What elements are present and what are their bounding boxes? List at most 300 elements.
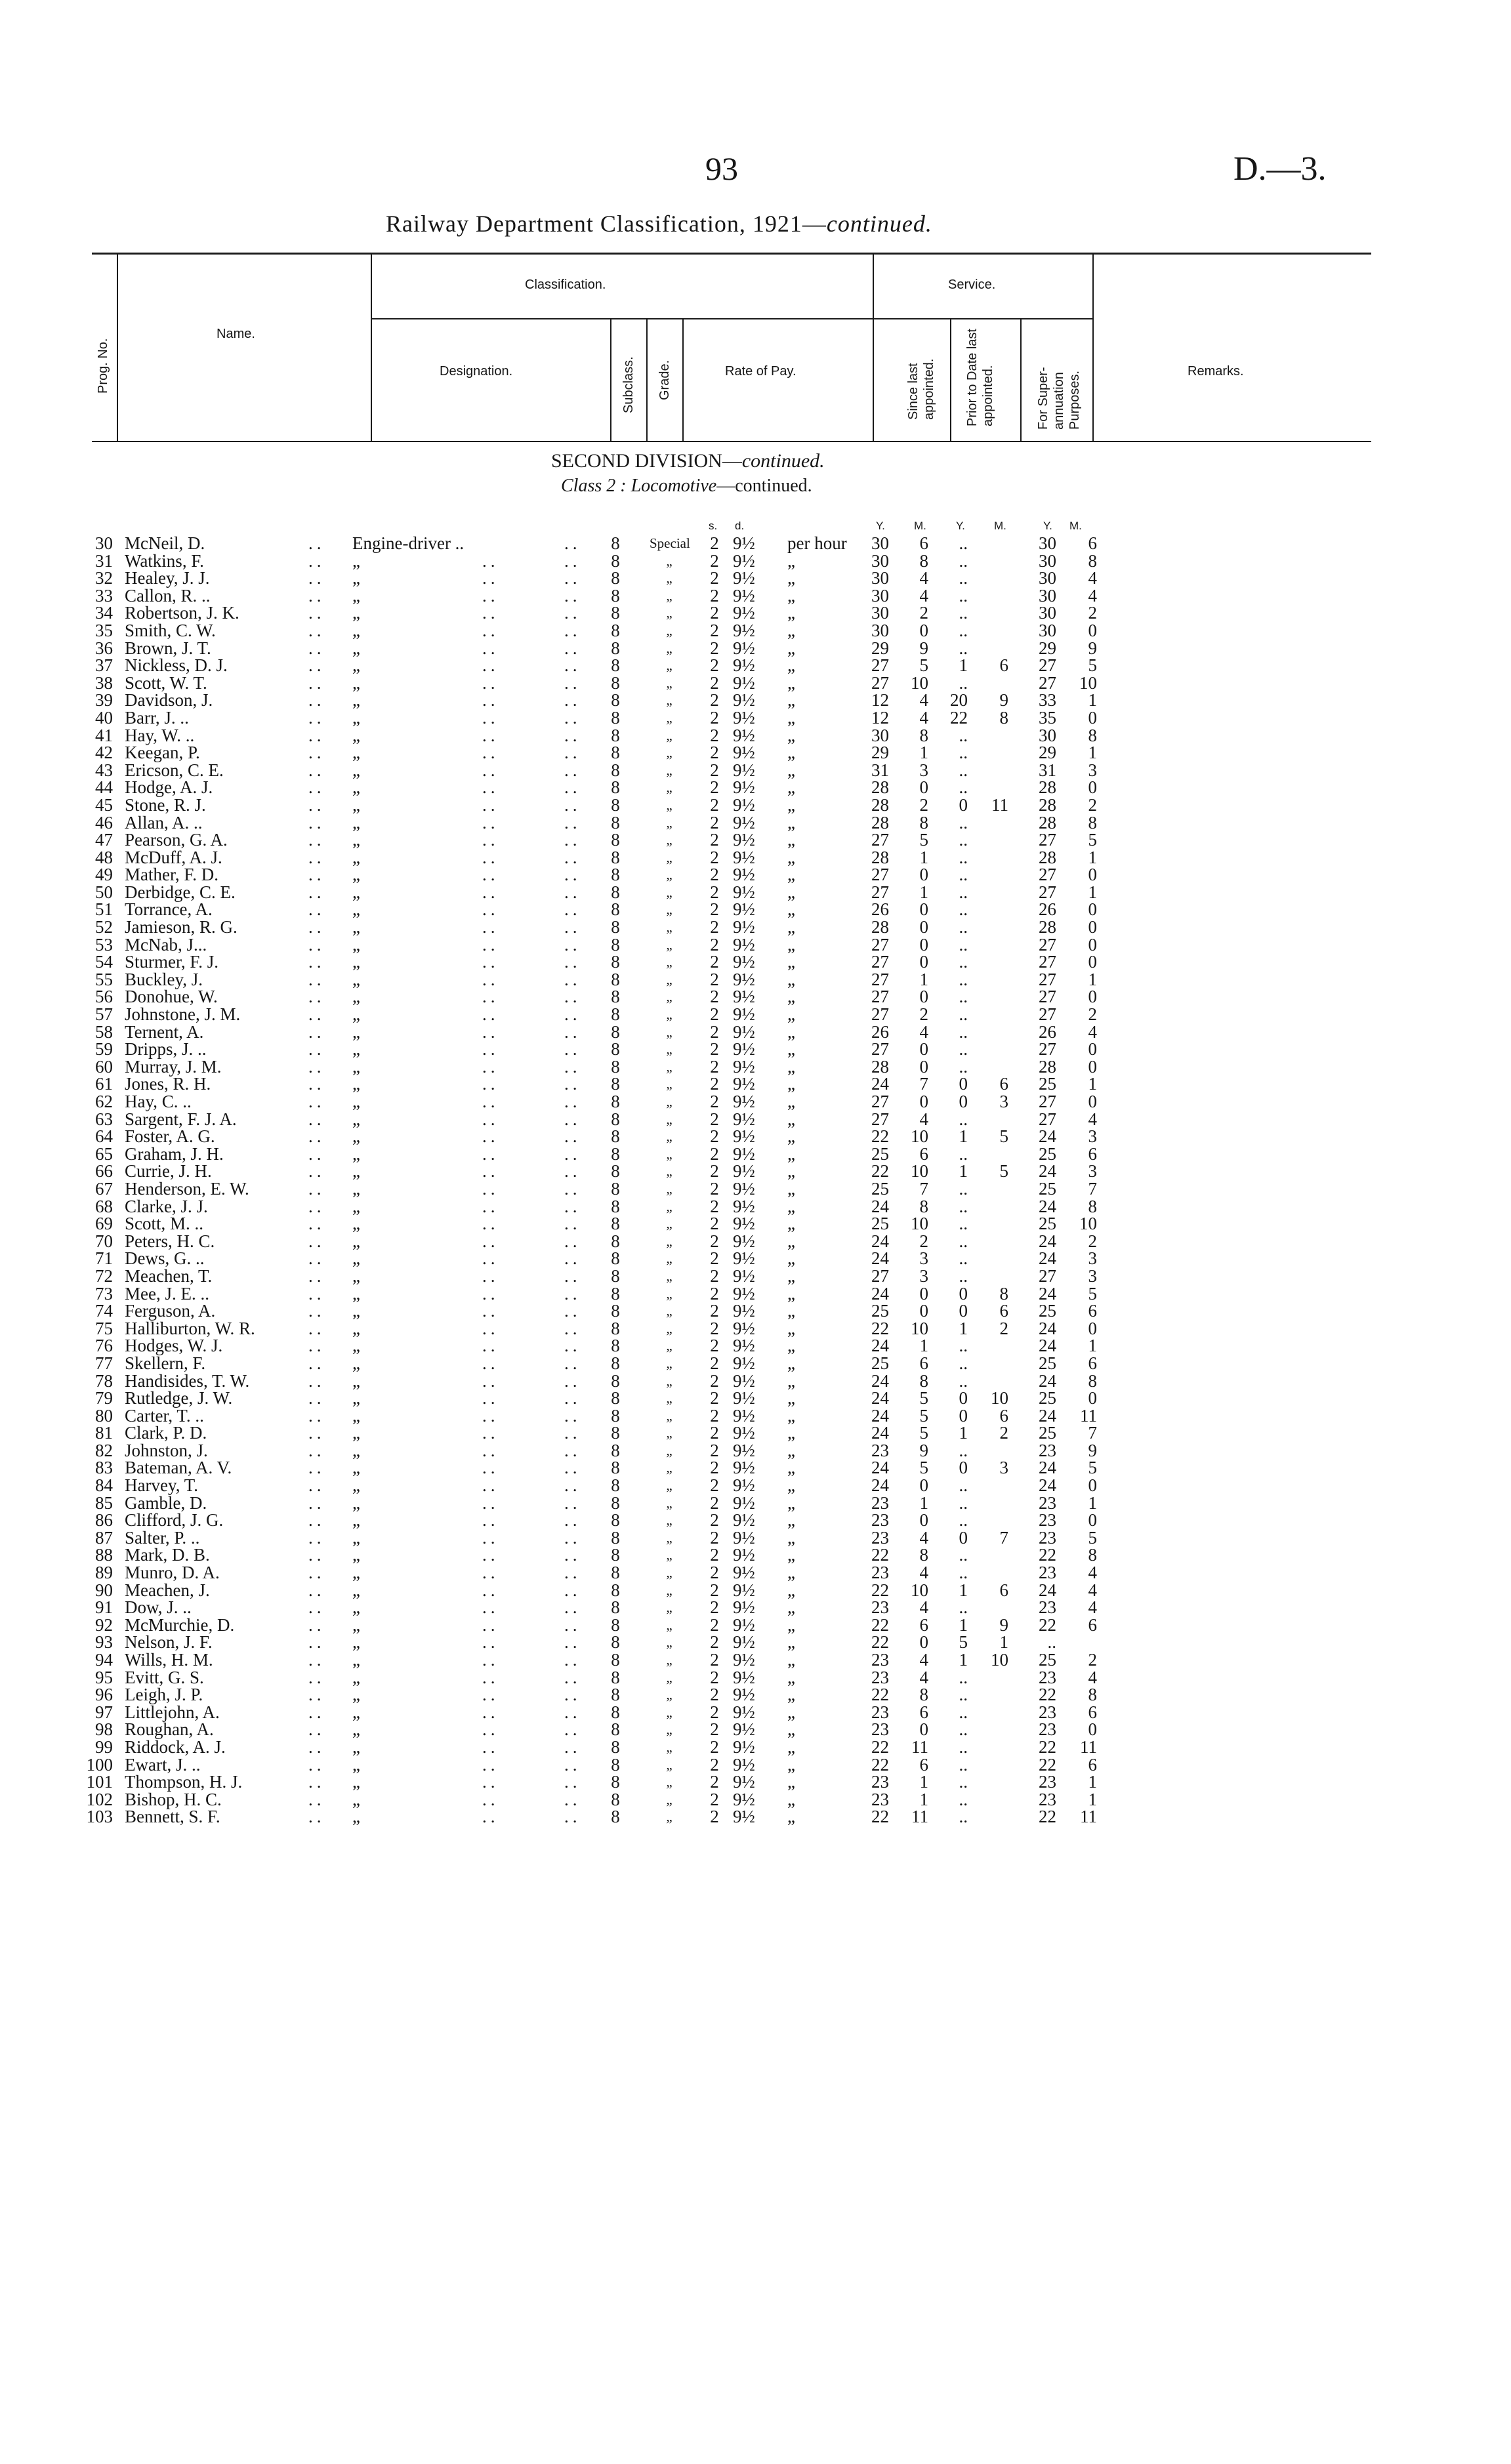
since-years: 29 <box>871 638 889 658</box>
rate-shillings: 2 <box>710 969 719 989</box>
grade: „ <box>666 692 673 708</box>
employee-name: Scott, W. T. <box>125 672 207 693</box>
since-years: 27 <box>871 655 889 676</box>
rate-period: „ <box>787 1370 795 1391</box>
rate-period: „ <box>787 1056 795 1077</box>
leader-dots: .. <box>308 585 325 606</box>
super-years: 24 <box>1039 1318 1056 1338</box>
rate-shillings: 2 <box>710 1109 719 1129</box>
rate-period: „ <box>787 1353 795 1373</box>
grade: „ <box>666 1407 673 1424</box>
designation: „ <box>352 865 360 885</box>
header-grade: Grade. <box>657 359 672 400</box>
rate-period: „ <box>787 1092 795 1111</box>
rate-period: „ <box>787 1178 795 1199</box>
prior-years: .. <box>959 969 968 989</box>
prior-months: 8 <box>999 707 1008 728</box>
super-months: 0 <box>1088 1719 1097 1740</box>
subclass: 8 <box>611 1563 620 1583</box>
super-months: 10 <box>1079 1214 1097 1234</box>
rate-pence: 9½ <box>733 1597 755 1618</box>
table-row <box>0 552 1511 570</box>
table-row <box>0 884 1511 901</box>
since-months: 4 <box>919 1650 928 1670</box>
leader-dots: .. <box>482 1388 499 1408</box>
section-title <box>551 450 825 472</box>
rate-shillings: 2 <box>710 1563 719 1583</box>
leader-dots: .. <box>482 1248 499 1269</box>
super-months: 0 <box>1088 899 1097 920</box>
leader-dots: .. <box>564 1074 581 1094</box>
rate-pence: 9½ <box>733 1807 755 1827</box>
rate-shillings: 2 <box>710 1039 719 1059</box>
super-years: 30 <box>1039 725 1056 745</box>
super-years: 27 <box>1039 1092 1056 1111</box>
leader-dots: .. <box>308 952 325 972</box>
employee-name: Nelson, J. F. <box>125 1632 213 1653</box>
rate-shillings: 2 <box>710 690 719 710</box>
super-months: 1 <box>1088 847 1097 867</box>
leader-dots: .. <box>564 603 581 623</box>
prior-years: .. <box>959 1545 968 1565</box>
prior-years: .. <box>959 899 968 920</box>
rate-period: „ <box>787 620 795 640</box>
grade: „ <box>666 1616 673 1633</box>
subclass: 8 <box>611 1510 620 1530</box>
table-row <box>0 1389 1511 1407</box>
super-months: 7 <box>1088 1178 1097 1199</box>
employee-name: Smith, C. W. <box>125 620 216 640</box>
grade: „ <box>666 849 673 865</box>
leader-dots: .. <box>482 655 499 676</box>
leader-dots: .. <box>482 1685 499 1705</box>
header-remarks: Remarks. <box>1188 364 1244 379</box>
grade: „ <box>666 1512 673 1529</box>
prog-number: 64 <box>95 1126 113 1147</box>
prog-number: 32 <box>95 568 113 588</box>
subclass: 8 <box>611 865 620 885</box>
designation: „ <box>352 1807 360 1827</box>
since-months: 5 <box>919 830 928 850</box>
leader-dots: .. <box>482 1004 499 1025</box>
grade: „ <box>666 936 673 953</box>
prog-number: 42 <box>95 743 113 763</box>
leader-dots: .. <box>482 1126 499 1147</box>
table-row <box>0 1721 1511 1738</box>
leader-dots: .. <box>482 1039 499 1059</box>
since-years: 23 <box>871 1440 889 1460</box>
rate-period: „ <box>787 1161 795 1181</box>
prog-number: 94 <box>95 1650 113 1670</box>
prior-years: .. <box>959 952 968 972</box>
since-months: 3 <box>919 1248 928 1269</box>
super-years: 33 <box>1039 690 1056 710</box>
designation: „ <box>352 585 360 606</box>
leader-dots: .. <box>564 1736 581 1757</box>
designation: „ <box>352 1650 360 1670</box>
prog-number: 75 <box>95 1318 113 1338</box>
designation: „ <box>352 1388 360 1408</box>
leader-dots: .. <box>564 1614 581 1635</box>
designation: „ <box>352 1510 360 1530</box>
subclass: 8 <box>611 1527 620 1548</box>
leader-dots: .. <box>482 1580 499 1600</box>
rate-period: „ <box>787 672 795 693</box>
rate-shillings: 2 <box>710 830 719 850</box>
document-title <box>386 210 932 237</box>
leader-dots: .. <box>564 777 581 798</box>
rate-period: „ <box>787 1736 795 1757</box>
leader-dots: .. <box>308 1475 325 1496</box>
since-years: 30 <box>871 725 889 745</box>
super-years: 24 <box>1039 1283 1056 1304</box>
header-subclass: Subclass. <box>621 356 636 413</box>
subclass: 8 <box>611 1143 620 1164</box>
since-years: 27 <box>871 672 889 693</box>
employee-name: Robertson, J. K. <box>125 603 239 623</box>
since-years: 27 <box>871 934 889 955</box>
grade: Special <box>650 535 690 551</box>
employee-name: Currie, J. H. <box>125 1161 212 1181</box>
prior-months: 2 <box>999 1423 1008 1443</box>
leader-dots: .. <box>482 1807 499 1827</box>
rate-shillings: 2 <box>710 1423 719 1443</box>
rate-shillings: 2 <box>710 1475 719 1496</box>
super-years: 24 <box>1039 1405 1056 1426</box>
prior-years: .. <box>959 1754 968 1775</box>
prior-years: .. <box>959 1492 968 1513</box>
designation: „ <box>352 725 360 745</box>
rate-pence: 9½ <box>733 620 755 640</box>
leader-dots: .. <box>564 987 581 1007</box>
since-years: 30 <box>871 603 889 623</box>
since-years: 30 <box>871 585 889 606</box>
grade: „ <box>666 1250 673 1267</box>
subclass: 8 <box>611 1039 620 1059</box>
leader-dots: .. <box>564 1336 581 1356</box>
leader-dots: .. <box>482 725 499 745</box>
prior-months: 6 <box>999 1301 1008 1321</box>
document-reference: D.—3. <box>1233 150 1327 188</box>
section-title-main: SECOND DIVISION— <box>551 450 742 472</box>
leader-dots: .. <box>308 1650 325 1670</box>
prog-number: 54 <box>95 952 113 972</box>
prior-years: .. <box>959 1109 968 1129</box>
grade: „ <box>666 1041 673 1057</box>
prior-years: 1 <box>959 1423 968 1443</box>
header-group-rule <box>371 318 1092 319</box>
super-years: 25 <box>1039 1214 1056 1234</box>
since-years: 24 <box>871 1336 889 1356</box>
leader-dots: .. <box>482 1475 499 1496</box>
prior-years: .. <box>959 1021 968 1042</box>
table-row <box>0 1320 1511 1338</box>
subclass: 8 <box>611 1178 620 1199</box>
table-row <box>0 936 1511 954</box>
leader-dots: .. <box>308 1510 325 1530</box>
employee-name: Henderson, E. W. <box>125 1178 249 1199</box>
designation: „ <box>352 1789 360 1809</box>
rate-period: „ <box>787 952 795 972</box>
rate-pence: 9½ <box>733 847 755 867</box>
rate-period: „ <box>787 1388 795 1408</box>
leader-dots: .. <box>308 1789 325 1809</box>
leader-dots: .. <box>308 1370 325 1391</box>
since-years: 24 <box>871 1370 889 1391</box>
super-months: 2 <box>1088 1004 1097 1025</box>
leader-dots: .. <box>564 1318 581 1338</box>
grade: „ <box>666 605 673 621</box>
prior-years: .. <box>959 1265 968 1286</box>
header-service: Service. <box>948 277 996 292</box>
rate-period: „ <box>787 1214 795 1234</box>
leader-dots: .. <box>308 1632 325 1653</box>
employee-name: Skellern, F. <box>125 1353 206 1373</box>
leader-dots: .. <box>482 812 499 832</box>
super-months: 1 <box>1088 743 1097 763</box>
leader-dots: .. <box>564 969 581 989</box>
rate-period: „ <box>787 1004 795 1025</box>
employee-name: Meachen, T. <box>125 1265 213 1286</box>
employee-name: Sturmer, F. J. <box>125 952 219 972</box>
prog-number: 53 <box>95 934 113 955</box>
rate-pence: 9½ <box>733 1161 755 1181</box>
leader-dots: .. <box>482 1667 499 1687</box>
rate-period: „ <box>787 1545 795 1565</box>
employee-name: Allan, A. .. <box>125 812 203 832</box>
unit-super-years: Y. <box>1043 520 1052 532</box>
since-years: 23 <box>871 1527 889 1548</box>
rate-shillings: 2 <box>710 1265 719 1286</box>
table-row <box>0 1651 1511 1669</box>
designation: „ <box>352 794 360 815</box>
leader-dots: .. <box>482 1265 499 1286</box>
rate-pence: 9½ <box>733 1632 755 1653</box>
super-years: 24 <box>1039 1196 1056 1216</box>
leader-dots: .. <box>564 1161 581 1181</box>
designation: „ <box>352 1283 360 1304</box>
rate-shillings: 2 <box>710 987 719 1007</box>
table-row <box>0 691 1511 709</box>
grade: „ <box>666 1791 673 1807</box>
prog-number: 88 <box>95 1545 113 1565</box>
table-row <box>0 1529 1511 1547</box>
leader-dots: .. <box>564 690 581 710</box>
prior-years: 0 <box>959 1092 968 1111</box>
employee-name: Thompson, H. J. <box>125 1772 243 1792</box>
since-months: 6 <box>919 533 928 553</box>
rate-shillings: 2 <box>710 1021 719 1042</box>
subclass: 8 <box>611 1458 620 1478</box>
grade: „ <box>666 622 673 638</box>
prior-years: 0 <box>959 1301 968 1321</box>
prior-years: .. <box>959 1370 968 1391</box>
employee-name: Leigh, J. P. <box>125 1685 203 1705</box>
prog-number: 90 <box>95 1580 113 1600</box>
super-months: 4 <box>1088 585 1097 606</box>
leader-dots: .. <box>308 1074 325 1094</box>
super-years: 29 <box>1039 638 1056 658</box>
prior-years: .. <box>959 1336 968 1356</box>
subclass: 8 <box>611 1161 620 1181</box>
grade: „ <box>666 1390 673 1407</box>
grade: „ <box>666 1687 673 1703</box>
rate-period: „ <box>787 725 795 745</box>
rate-shillings: 2 <box>710 1248 719 1269</box>
grade: „ <box>666 1163 673 1180</box>
since-years: 27 <box>871 1109 889 1129</box>
since-years: 22 <box>871 1161 889 1181</box>
rate-pence: 9½ <box>733 1423 755 1443</box>
leader-dots: .. <box>482 1092 499 1111</box>
super-months: 8 <box>1088 812 1097 832</box>
leader-dots: .. <box>564 1650 581 1670</box>
employee-name: Johnstone, J. M. <box>125 1004 241 1025</box>
since-months: 3 <box>919 1265 928 1286</box>
header-prior-to: Prior to Date last appointed. <box>965 329 995 426</box>
since-years: 22 <box>871 1632 889 1653</box>
employee-name: Stone, R. J. <box>125 794 206 815</box>
grade: „ <box>666 1233 673 1249</box>
super-years: 24 <box>1039 1580 1056 1600</box>
employee-name: Dews, G. .. <box>125 1248 205 1269</box>
rate-period: „ <box>787 830 795 850</box>
super-years: 31 <box>1039 760 1056 780</box>
table-row <box>0 1093 1511 1111</box>
grade: „ <box>666 1652 673 1668</box>
since-years: 24 <box>871 1248 889 1269</box>
super-months: 0 <box>1088 777 1097 798</box>
leader-dots: .. <box>564 1458 581 1478</box>
super-months: 1 <box>1088 882 1097 902</box>
rate-period: „ <box>787 1109 795 1129</box>
since-months: 10 <box>911 672 928 693</box>
leader-dots: .. <box>308 568 325 588</box>
leader-dots: .. <box>482 1370 499 1391</box>
rate-period: „ <box>787 1667 795 1687</box>
leader-dots: .. <box>482 1510 499 1530</box>
rate-period: „ <box>787 794 795 815</box>
super-months: 10 <box>1079 672 1097 693</box>
super-years: 25 <box>1039 1074 1056 1094</box>
since-months: 11 <box>911 1807 928 1827</box>
leader-dots: .. <box>564 882 581 902</box>
super-months: 6 <box>1088 1353 1097 1373</box>
super-years: 23 <box>1039 1789 1056 1809</box>
table-row <box>0 1633 1511 1651</box>
leader-dots: .. <box>308 1178 325 1199</box>
prog-number: 77 <box>95 1353 113 1373</box>
rate-pence: 9½ <box>733 725 755 745</box>
leader-dots: .. <box>564 1143 581 1164</box>
employee-name: Hodge, A. J. <box>125 777 213 798</box>
prog-number: 85 <box>95 1492 113 1513</box>
rate-period: „ <box>787 1597 795 1618</box>
rate-shillings: 2 <box>710 1667 719 1687</box>
grade: „ <box>666 1460 673 1476</box>
employee-name: Bateman, A. V. <box>125 1458 232 1478</box>
subclass: 8 <box>611 1353 620 1373</box>
prior-years: .. <box>959 1667 968 1687</box>
super-months: 7 <box>1088 1423 1097 1443</box>
leader-dots: .. <box>482 1527 499 1548</box>
super-months: 6 <box>1088 1614 1097 1635</box>
rate-period: „ <box>787 1492 795 1513</box>
since-years: 28 <box>871 917 889 937</box>
rate-pence: 9½ <box>733 1039 755 1059</box>
leader-dots: .. <box>308 743 325 763</box>
since-months: 8 <box>919 1685 928 1705</box>
super-years: 26 <box>1039 1021 1056 1042</box>
designation: „ <box>352 812 360 832</box>
grade: „ <box>666 587 673 604</box>
rate-shillings: 2 <box>710 952 719 972</box>
since-years: 27 <box>871 882 889 902</box>
prior-months: 10 <box>991 1650 1008 1670</box>
leader-dots: .. <box>482 969 499 989</box>
prog-number: 83 <box>95 1458 113 1478</box>
prior-months: 6 <box>999 1405 1008 1426</box>
super-months: 11 <box>1080 1405 1097 1426</box>
prior-years: 1 <box>959 655 968 676</box>
rate-pence: 9½ <box>733 917 755 937</box>
prior-months: 9 <box>999 690 1008 710</box>
subclass: 8 <box>611 1667 620 1687</box>
super-years: 24 <box>1039 1231 1056 1251</box>
since-months: 0 <box>919 917 928 937</box>
super-years: 28 <box>1039 917 1056 937</box>
since-years: 23 <box>871 1667 889 1687</box>
prior-years: .. <box>959 725 968 745</box>
table-row <box>0 814 1511 832</box>
super-months: 0 <box>1088 1510 1097 1530</box>
grade: „ <box>666 745 673 761</box>
prog-number: 78 <box>95 1370 113 1391</box>
unit-prior-months: M. <box>994 520 1006 532</box>
employee-name: Ternent, A. <box>125 1021 204 1042</box>
super-years: 23 <box>1039 1563 1056 1583</box>
leader-dots: .. <box>308 847 325 867</box>
rate-shillings: 2 <box>710 1074 719 1094</box>
prior-years: .. <box>959 1039 968 1059</box>
prior-months: 5 <box>999 1126 1008 1147</box>
designation: „ <box>352 1527 360 1548</box>
grade: „ <box>666 1669 673 1685</box>
super-years: 27 <box>1039 1265 1056 1286</box>
leader-dots: .. <box>482 794 499 815</box>
designation: „ <box>352 1667 360 1687</box>
table-row <box>0 1582 1511 1599</box>
rate-shillings: 2 <box>710 1214 719 1234</box>
since-years: 27 <box>871 830 889 850</box>
rate-shillings: 2 <box>710 760 719 780</box>
leader-dots: .. <box>308 1056 325 1077</box>
grade: „ <box>666 709 673 726</box>
subclass: 8 <box>611 830 620 850</box>
rate-pence: 9½ <box>733 1004 755 1025</box>
super-months: 0 <box>1088 987 1097 1007</box>
leader-dots: .. <box>308 1143 325 1164</box>
since-months: 0 <box>919 952 928 972</box>
header-vline-6 <box>873 253 874 442</box>
since-months: 2 <box>919 603 928 623</box>
table-row <box>0 779 1511 796</box>
employee-name: McNab, J... <box>125 934 207 955</box>
rate-period: „ <box>787 917 795 937</box>
subclass: 8 <box>611 550 620 571</box>
rate-pence: 9½ <box>733 1143 755 1164</box>
table-row <box>0 1180 1511 1198</box>
